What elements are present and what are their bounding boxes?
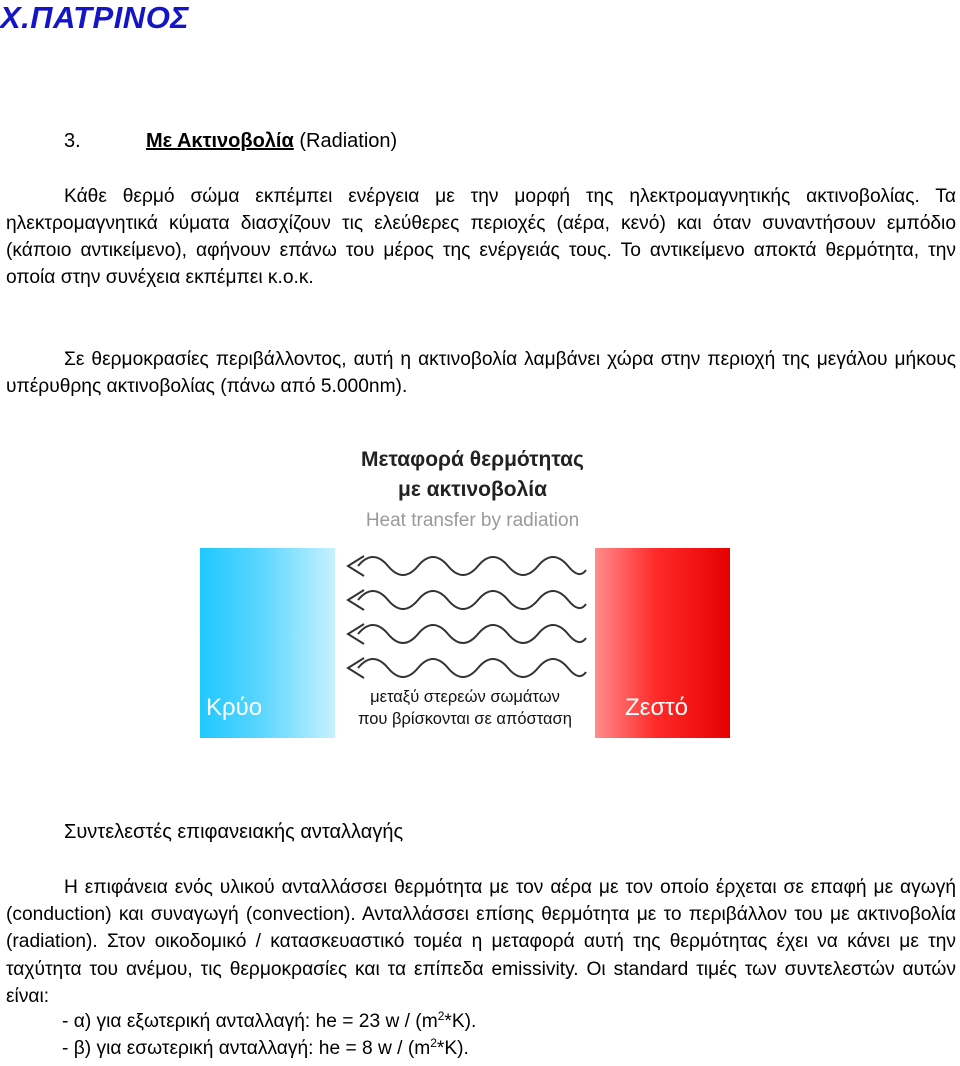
radiation-figure xyxy=(200,440,785,740)
list-item-text: - β) για εσωτερική ανταλλαγή: he = 8 w / (m xyxy=(62,1038,431,1059)
section-number: 3. xyxy=(64,130,81,152)
cold-block xyxy=(200,548,335,738)
figure-subtitle: Heat transfer by radiation xyxy=(365,510,580,531)
arrow-head-4 xyxy=(348,658,364,678)
section-keyword: Με Ακτινοβολία xyxy=(146,130,294,152)
figure-caption-line2: που βρίσκονται σε απόσταση xyxy=(358,710,572,728)
section-paren: (Radiation) xyxy=(299,130,398,152)
paragraph-text: Σε θερμοκρασίες περιβάλλοντος, αυτή η ακτινοβολία λαμβάνει χώρα στην περιοχή της μεγάλου μήκους υπέρυθρης ακτινοβολίας (πάνω από 5.000nm). xyxy=(6,349,956,397)
paragraph-radiation-intro xyxy=(6,183,956,291)
list-item-external xyxy=(62,1011,476,1033)
list-item-internal xyxy=(62,1038,469,1060)
wave-arrow-4 xyxy=(358,659,586,677)
hot-block xyxy=(595,548,730,738)
section-heading xyxy=(64,130,397,153)
figure-caption-line1: μεταξύ στερεών σωμάτων xyxy=(370,688,560,706)
figure-title-line1: Μεταφορά θερμότητας xyxy=(361,448,584,471)
cold-label: Κρύο xyxy=(206,694,263,721)
wave-arrow-2 xyxy=(358,591,586,609)
arrow-head-2 xyxy=(348,590,364,610)
paragraph-ambient-radiation xyxy=(6,346,956,400)
radiation-waves xyxy=(340,550,590,685)
wave-arrow-1 xyxy=(358,557,586,575)
paragraph-surface-exchange xyxy=(6,874,956,1010)
figure-title-line2: με ακτινοβολία xyxy=(397,478,548,501)
list-item-tail: *K). xyxy=(444,1011,477,1032)
page-header-title: Χ.ΠΑΤΡΙΝΟΣ xyxy=(0,0,190,35)
superscript: 2 xyxy=(437,1009,445,1023)
list-item-tail: *K). xyxy=(436,1038,469,1059)
hot-label: Ζεστό xyxy=(625,694,688,721)
arrow-head-3 xyxy=(348,624,364,644)
superscript: 2 xyxy=(430,1036,437,1050)
list-item-text: - α) για εξωτερική ανταλλαγή: he = 23 w / (m xyxy=(62,1011,438,1032)
paragraph-text: Η επιφάνεια ενός υλικού ανταλλάσσει θερμότητα με τον αέρα με τον οποίο έρχεται σε επαφή με αγωγή (conduction) και συναγωγή (convection). Ανταλλάσσει επίσης θερμότητα με το περιβάλλον του με ακτινοβολία (radiation). Στον οικοδομικό / κατασκευαστικό τομέα η μεταφορά αυτή της θερμότητας έχει να κάνει με την ταχύτητα του ανέμου, τις θερμοκρασίες και τα επίπεδα emissivity. Οι standard τιμές των συντελεστών αυτών είναι: xyxy=(6,877,956,1007)
arrow-head-1 xyxy=(348,556,364,576)
wave-arrow-3 xyxy=(358,625,586,643)
section2-heading: Συντελεστές επιφανειακής ανταλλαγής xyxy=(64,821,404,843)
paragraph-text: Κάθε θερμό σώμα εκπέμπει ενέργεια με την μορφή της ηλεκτρομαγνητικής ακτινοβολίας. Τα ηλεκτρομαγνητικά κύματα διασχίζουν τις ελεύθερες περιοχές (αέρα, κενό) και όταν συναντήσουν εμπόδιο (κάποιο αντικείμενο), αφήνουν επάνω του μέρος της ενέργειάς τους. Το αντικείμενο αποκτά θερμότητα, την οποία στην συνέχεια εκπέμπει κ.ο.κ. xyxy=(6,186,956,288)
